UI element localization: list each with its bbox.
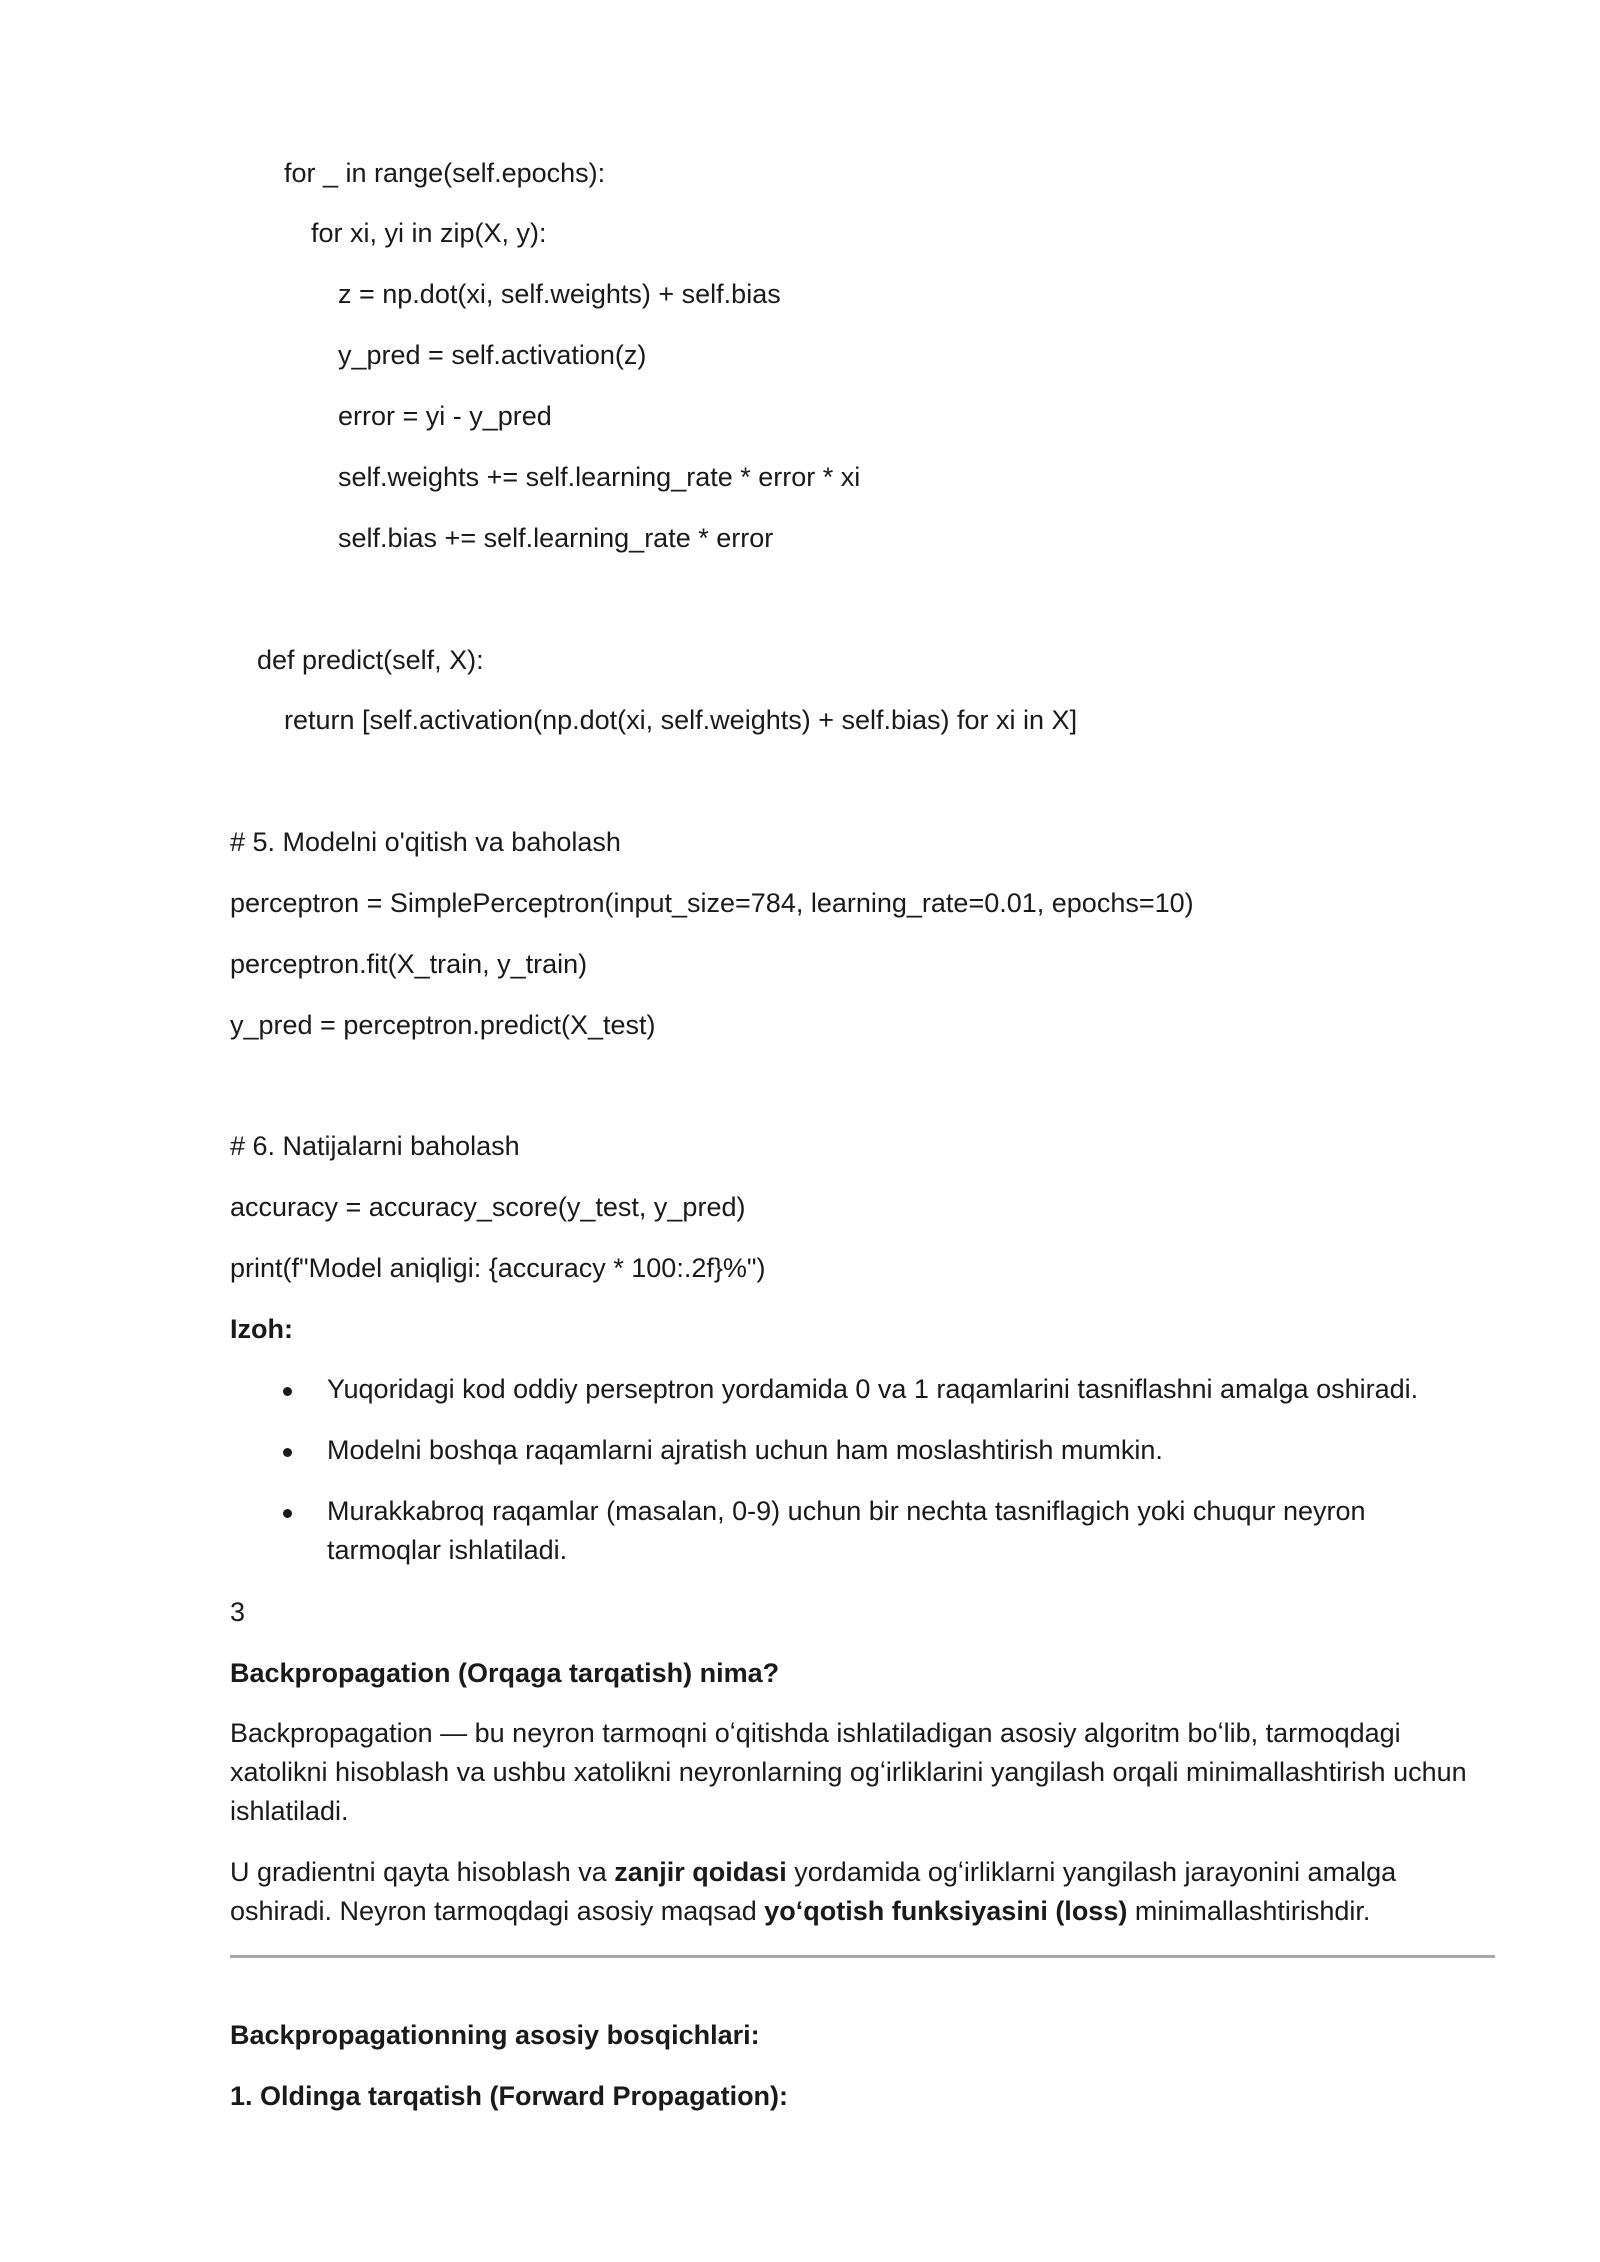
code-line: z = np.dot(xi, self.weights) + self.bias (338, 279, 781, 309)
list-item: Murakkabroq raqamlar (masalan, 0-9) uchun bir nechta tasniflagich yoki chuqur neyron tarmoqlar ishlatiladi. (327, 1496, 1366, 1565)
section-heading: Backpropagationning asosiy bosqichlari: (230, 2020, 760, 2050)
code-line: error = yi - y_pred (338, 401, 552, 431)
code-comment: # 6. Natijalarni baholash (230, 1131, 520, 1161)
bold-term: zanjir qoidasi (614, 1857, 787, 1887)
code-line: y_pred = perceptron.predict(X_test) (230, 1010, 656, 1040)
code-line: for xi, yi in zip(X, y): (311, 218, 547, 248)
text-run: minimallashtirishdir. (1127, 1896, 1371, 1926)
page-number: 3 (230, 1597, 246, 1627)
code-line: perceptron.fit(X_train, y_train) (230, 949, 588, 979)
code-comment: # 5. Modelni o'qitish va baholash (230, 827, 621, 857)
code-line: for _ in range(self.epochs): (284, 158, 606, 188)
bold-term: yoʻqotish funksiyasini (loss) (764, 1896, 1128, 1926)
section-heading: Backpropagation (Orqaga tarqatish) nima? (230, 1658, 780, 1688)
bullet-icon (283, 1448, 292, 1457)
list-item: Modelni boshqa raqamlarni ajratish uchun ham moslashtirish mumkin. (327, 1435, 1163, 1465)
code-line: self.bias += self.learning_rate * error (338, 523, 774, 553)
step-heading: 1. Oldinga tarqatish (Forward Propagation): (230, 2081, 789, 2111)
text-run: U gradientni qayta hisoblash va (230, 1857, 615, 1887)
bullet-icon (283, 1509, 292, 1518)
paragraph (230, 1853, 1495, 1931)
text-run: yordamida ogʻirliklarni yangilash jarayonini amalga oshiradi. Neyron tarmoqdagi asosiy maqsad (230, 1857, 1397, 1926)
code-line: def predict(self, X): (257, 645, 484, 675)
code-line: accuracy = accuracy_score(y_test, y_pred) (230, 1192, 746, 1222)
note-label: Izoh: (230, 1314, 293, 1344)
horizontal-rule (230, 1955, 1495, 1958)
code-line: perceptron = SimplePerceptron(input_size=784, learning_rate=0.01, epochs=10) (230, 888, 1194, 918)
bullet-icon (283, 1387, 292, 1396)
code-line: print(f"Model aniqligi: {accuracy * 100:.2f}%") (230, 1253, 766, 1283)
code-line: y_pred = self.activation(z) (338, 340, 647, 370)
list-item: Yuqoridagi kod oddiy perseptron yordamida 0 va 1 raqamlarini tasniflashni amalga oshiradi. (327, 1374, 1419, 1404)
code-line: self.weights += self.learning_rate * error * xi (338, 462, 861, 492)
code-line: return [self.activation(np.dot(xi, self.weights) + self.bias) for xi in X] (284, 705, 1078, 735)
paragraph: Backpropagation — bu neyron tarmoqni oʻqitishda ishlatiladigan asosiy algoritm boʻlib, tarmoqdagi xatolikni hisoblash va ushbu xatolikni neyronlarning ogʻirliklarini yangilash orqali minimallashtirish uchun ishlatiladi. (230, 1718, 1467, 1826)
